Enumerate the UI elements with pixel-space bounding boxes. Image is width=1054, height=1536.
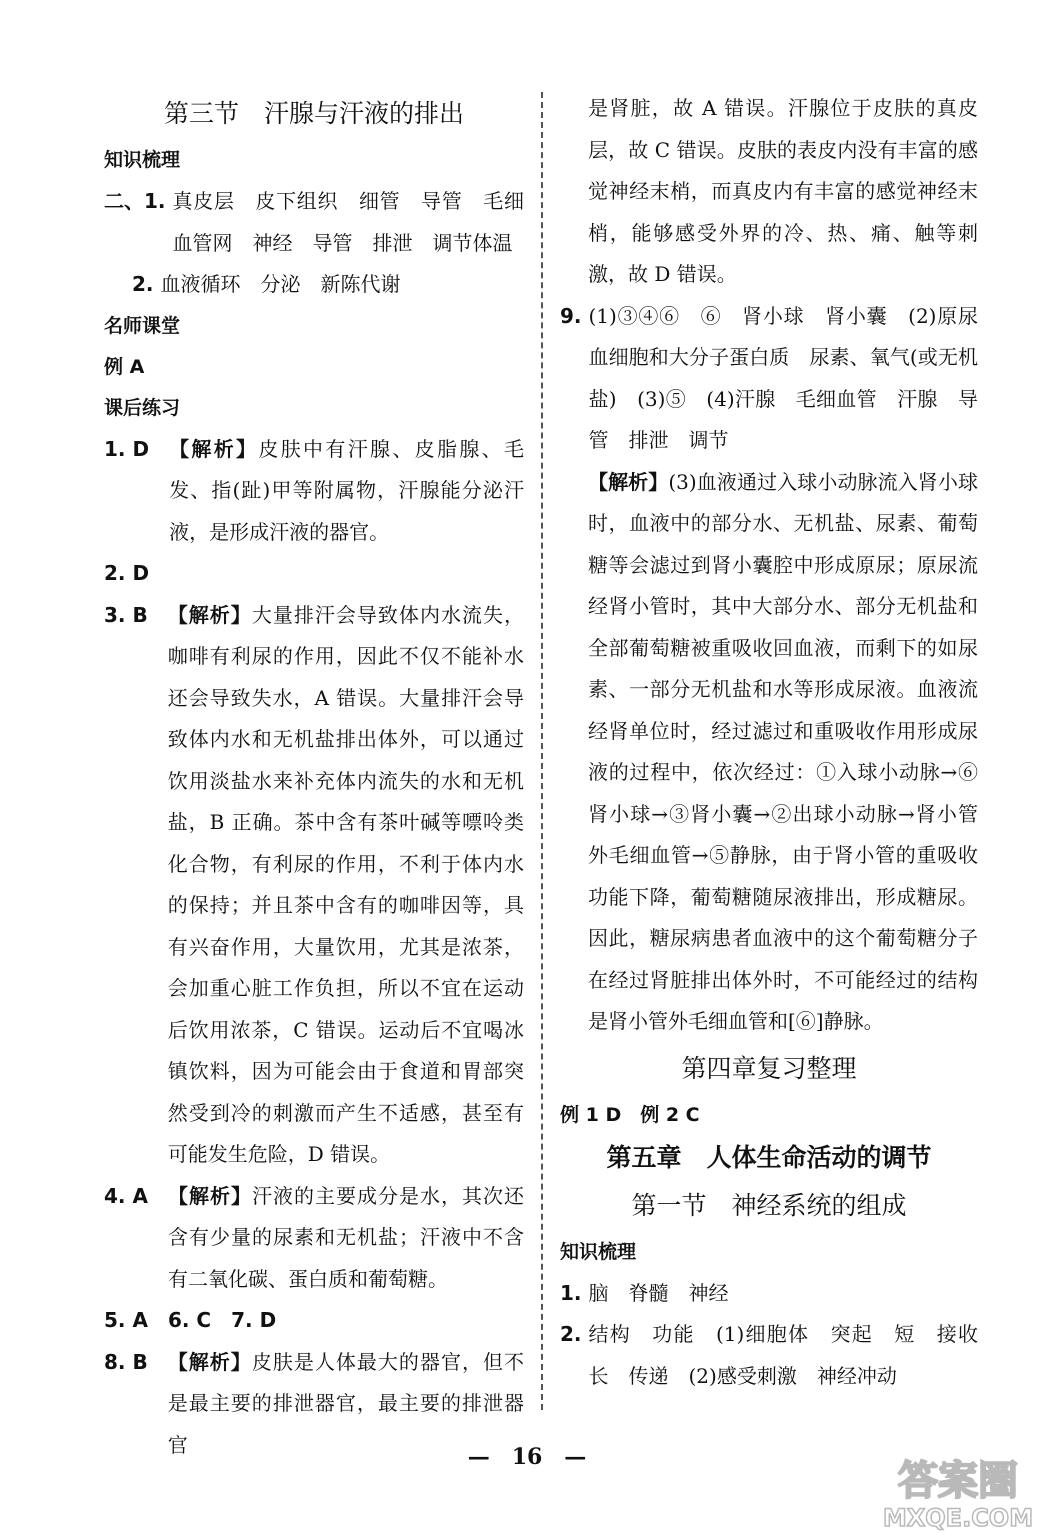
example-answer: 例 A <box>104 355 145 378</box>
question-number: 3. B <box>104 602 168 627</box>
question-2 <box>104 553 524 595</box>
item-text: 脑 脊髓 神经 <box>588 1280 729 1305</box>
page-number: — 16 — <box>467 1444 587 1470</box>
analysis-text: 大量排汗会导致体内水流失，咖啡有利尿的作用，因此不仅不能补水还会导致失水，A 错误。大量排汗会导致体内水和无机盐排出体外，可以通过饮用淡盐水来补充体内流失的水和无机盐，B 正确。茶中含有茶叶碱等嘌呤类化合物，有利尿的作用，不利于体内水的保持；并且茶中含有的咖啡因等，具有兴奋作用，大量饮用，尤其是浓茶，会加重心脏工作负担，所以不宜在运动后饮用浓茶，C 错误。运动后不宜喝冰镇饮料，因为可能会由于食道和胃部突然受到冷的刺激而产生不适感，甚至有可能发生危险，D 错误。 <box>167 602 525 1166</box>
heading-knowledge: 知识梳理 <box>104 149 181 171</box>
knowledge-item-2 <box>104 264 524 306</box>
question-number: 8. B <box>104 1349 168 1374</box>
column-divider <box>541 92 543 1410</box>
question-9-analysis <box>560 462 978 1043</box>
section-title: 第三节 汗腺与汗液的排出 <box>163 99 464 128</box>
question-1 <box>104 429 524 554</box>
question-number: 4. A <box>104 1183 168 1208</box>
review-examples: 例 1 D 例 2 C <box>560 1103 700 1126</box>
question-number: 9. <box>560 303 589 328</box>
analysis-text: 皮肤中有汗腺、皮脂腺、毛发、指(趾)甲等附属物，汗腺能分泌汗液，是形成汗液的器官。 <box>169 436 524 544</box>
analysis-text: (3)血液通过入球小动脉流入肾小球时，血液中的部分水、无机盐、尿素、葡萄糖等会滤过到肾小囊腔中形成原尿；原尿流经肾小管时，其中大部分水、部分无机盐和全部葡萄糖被重吸收回血液，而剩下的如尿素、一部分无机盐和水等形成尿液。血液流经肾单位时，经过滤过和重吸收作用形成尿液的过程中，依次经过：①入球小动脉→⑥肾小球→③肾小囊→②出球小动脉→肾小管外毛细血管→⑤静脉，由于肾小管的重吸收功能下降，葡萄糖随尿液排出，形成糖尿。因此，糖尿病患者血液中的这个葡萄糖分子在经过肾脏排出体外时，不可能经过的结构是肾小管外毛细血管和[⑥]静脉。 <box>588 469 978 1033</box>
heading-knowledge: 知识梳理 <box>560 1240 637 1263</box>
question-9 <box>560 296 998 462</box>
item-text: 结构 功能 (1)细胞体 突起 短 接收 长 传递 (2)感受刺激 神经冲动 <box>588 1322 998 1388</box>
analysis-tag: 【解析】 <box>169 436 259 461</box>
watermark-bottom-text: MXQE.COM <box>882 1504 1034 1532</box>
analysis-tag: 【解析】 <box>588 469 669 494</box>
item-number: 2. <box>132 272 161 296</box>
answer-text: (1)③④⑥ ⑥ 肾小球 肾小囊 (2)原尿 血细胞和大分子蛋白质 尿素、氧气(或无机盐) (3)⑤ (4)汗腺 毛细血管 汗腺 导管 排泄 调节 <box>588 303 998 452</box>
watermark-logo <box>878 1450 1038 1532</box>
item-number: 二、1. <box>104 189 173 213</box>
analysis-tag: 【解析】 <box>167 602 252 627</box>
item-number: 2. <box>560 1322 589 1346</box>
question-4 <box>104 1176 524 1301</box>
item-text: 真皮层 皮下组织 细管 导管 毛细血管网 神经 导管 排泄 调节体温 <box>172 189 524 255</box>
left-column <box>104 88 524 1466</box>
questions-5-7 <box>104 1300 524 1342</box>
analysis-text: 汗液的主要成分是水，其次还含有少量的尿素和无机盐；汗液中不含有二氧化碳、蛋白质和葡萄糖。 <box>167 1183 525 1291</box>
question-8-continued: 是肾脏，故 A 错误。汗腺位于皮肤的真皮层，故 C 错误。皮肤的表皮内没有丰富的感觉神经末梢，而真皮内有丰富的感觉神经末梢，能够感受外界的冷、热、痛、触等刺激，故 D 错误。 <box>588 96 978 286</box>
heading-practice: 课后练习 <box>104 396 181 419</box>
analysis-tag: 【解析】 <box>167 1183 252 1208</box>
right-column <box>560 88 998 1397</box>
question-number: 5. A 6. C 7. D <box>104 1308 277 1332</box>
review-title: 第四章复习整理 <box>681 1053 857 1083</box>
item-text: 血液循环 分泌 新陈代谢 <box>160 272 401 296</box>
section-title: 第一节 神经系统的组成 <box>631 1190 907 1220</box>
knowledge-item-1 <box>104 181 524 264</box>
question-number: 1. D <box>104 436 170 461</box>
question-number: 2. D <box>104 561 150 585</box>
analysis-text: 皮肤是人体最大的器官，但不是最主要的排泄器官，最主要的排泄器官 <box>167 1349 525 1457</box>
analysis-tag: 【解析】 <box>167 1349 252 1374</box>
chapter-title: 第五章 人体生命活动的调节 <box>606 1142 932 1172</box>
knowledge-item-1 <box>560 1273 978 1315</box>
item-number: 1. <box>560 1280 589 1305</box>
knowledge-item-2 <box>560 1314 998 1397</box>
watermark-top-text: 答案圈 <box>898 1458 1018 1504</box>
question-3 <box>104 595 524 1176</box>
heading-teacher: 名师课堂 <box>104 314 181 337</box>
